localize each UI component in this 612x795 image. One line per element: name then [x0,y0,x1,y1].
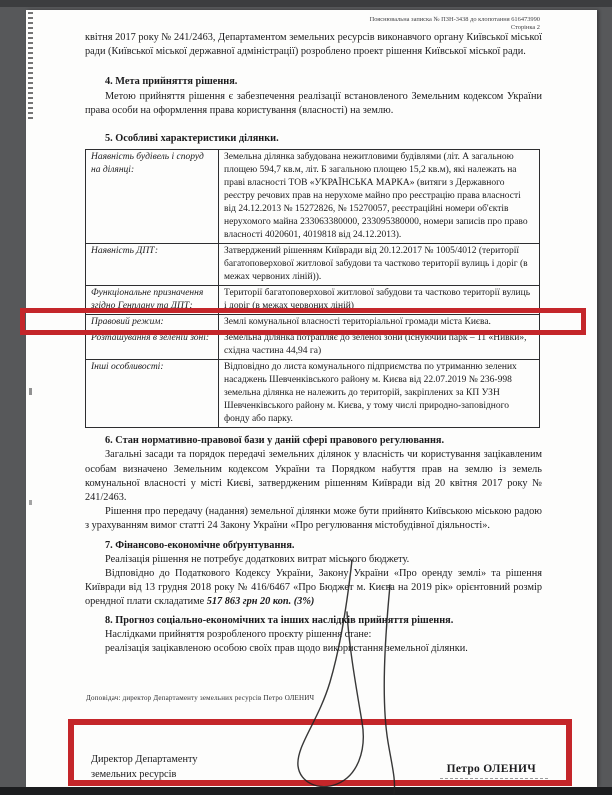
section5-heading: 5. Особливі характеристики ділянки. [105,133,279,145]
row-label: Розташування в зеленій зоні: [86,331,219,360]
section6-paragraph1: Загальні засади та порядок передачі земельних ділянок у власність чи користування зацікавленим особам визначено Земельним кодексом України та Порядком набуття прав на землю із земель комунальної власності у місті Києві, затвердженим рішенням Київради від 20 квітня 2017 року № 241/2463. [85,449,542,504]
scan-speck [29,500,32,505]
row-label: Функціональне призначення згідно Генплану та ДПТ: [86,286,219,315]
page-header-note [370,16,540,31]
signature-highlight-box [68,719,572,786]
table-row-highlighted [86,331,540,360]
row-value: Земельна ділянка потрапляє до зеленої зони (існуючий парк – 11 «Нивки», східна частина 44,94 га) [219,331,540,360]
rent-text: Відповідно до Податкового Кодексу України, Закону України «Про оренду землі» та рішення Київради від 13 грудня 2018 року № 416/6467 «Про Бюджет м. Києва на 2019 рік» орієнтовний розмір орендної плати складатиме [85,568,542,608]
scan-speck [29,388,32,395]
document-page [26,10,597,787]
header-note-line1: Пояснювальна записка № ПЗН-3438 до клопотання 616473990 [369,16,540,23]
row-label: Наявність ДПТ: [86,244,219,286]
section8-heading: 8. Прогноз соціально-економічних та інших наслідків прийняття рішення. [105,614,454,626]
section6-paragraph2: Рішення про передачу (надання) земельної ділянки може бути прийнято Київською міською радою з урахуванням вимог статті 24 Закону України «Про регулювання містобудівної діяльності». [85,506,542,532]
intro-paragraph: квітня 2017 року № 241/2463, Департаментом земельних ресурсів виконавчого органу Київської міської ради (Київської міської державної адміністрації) розроблено проект рішення Київської міської ради. [85,32,542,58]
table-row [86,150,540,244]
viewer-top-edge [0,0,612,7]
signer-position-line2: земельних ресурсів [91,768,177,780]
table-row [86,286,540,315]
row-label: Інші особливості: [86,360,219,428]
signer-name: Петро ОЛЕНИЧ [446,763,536,775]
section4-paragraph: Метою прийняття рішення є забезпечення реалізації встановленого Земельним кодексом України права особи на оформлення права користування (власності) на землю. [85,90,542,116]
table-row-highlighted [86,315,540,331]
section7-paragraph2 [85,567,542,610]
stamp-dashed-line [440,778,548,779]
table-row [86,360,540,428]
plot-characteristics-table [85,149,540,428]
section6-heading: 6. Стан нормативно-правової бази у даній сфері правового регулювання. [105,435,445,447]
section8-line2: реалізація зацікавленою особою своїх прав щодо використання земельної ділянки. [105,643,468,655]
row-label: Правовий режим: [86,315,219,331]
section7-heading: 7. Фінансово-економічне обґрунтування. [105,539,295,551]
row-value: Землі комунальної власності територіальної громади міста Києва. [219,315,540,331]
section4-heading: 4. Мета прийняття рішення. [105,76,238,88]
row-value: Відповідно до листа комунального підприємства по утриманню зелених насаджень Шевченківського району м. Києва від 22.07.2019 № 236-998 земельна ділянка не належить до територій, закріплених за КП УЗН Шевченківського району м. Києва, у тому числі природно-заповідного фонду або парку. [219,360,540,428]
signer-position [91,753,197,782]
document-body [85,31,542,656]
row-value: Території багатоповерхової житлової забудови та частково території вулиць і доріг (в межах червоних ліній) [219,286,540,315]
header-page-number: Сторінка 2 [510,23,540,31]
section8-line1: Наслідками прийняття розробленого проєкту рішення стане: [105,628,372,640]
row-value: Затверджений рішенням Київради від 20.12.2017 № 1005/4012 (території багатоповерхової житлової забудови та частково території вулиць і доріг (в межах червоних ліній)). [219,244,540,286]
scan-artifact-strip [28,12,33,122]
viewer-bottom-edge [0,787,612,795]
signer-position-line1: Директор Департаменту [91,754,198,765]
row-label: Наявність будівель і споруд на ділянці: [86,150,219,244]
rent-amount: 517 863 грн 20 коп. (3%) [206,596,315,608]
section7-paragraph1: Реалізація рішення не потребує додаткових витрат міського бюджету. [105,553,410,565]
table-row [86,244,540,286]
speaker-note: Доповідач: директор Департаменту земельних ресурсів Петро ОЛЕНИЧ [86,694,315,702]
row-value: Земельна ділянка забудована нежитловими будівлями (літ. А загальною площею 594,7 кв.м, літ. Б загальною площею 15,2 кв.м), які належать на праві власності ТОВ «УКРАЇНСЬКА МАРКА» (витяги з Державного реєстру речових прав на нерухоме майно про реєстрацію права власності від 24.12.2013 № 15272826, № 15270057, реєстраційні номери об'єктів нерухомого майна 233063380000, 233095380000, номери записів про право власності 4020601, 4019818 від 24.12.2013). [219,150,540,244]
